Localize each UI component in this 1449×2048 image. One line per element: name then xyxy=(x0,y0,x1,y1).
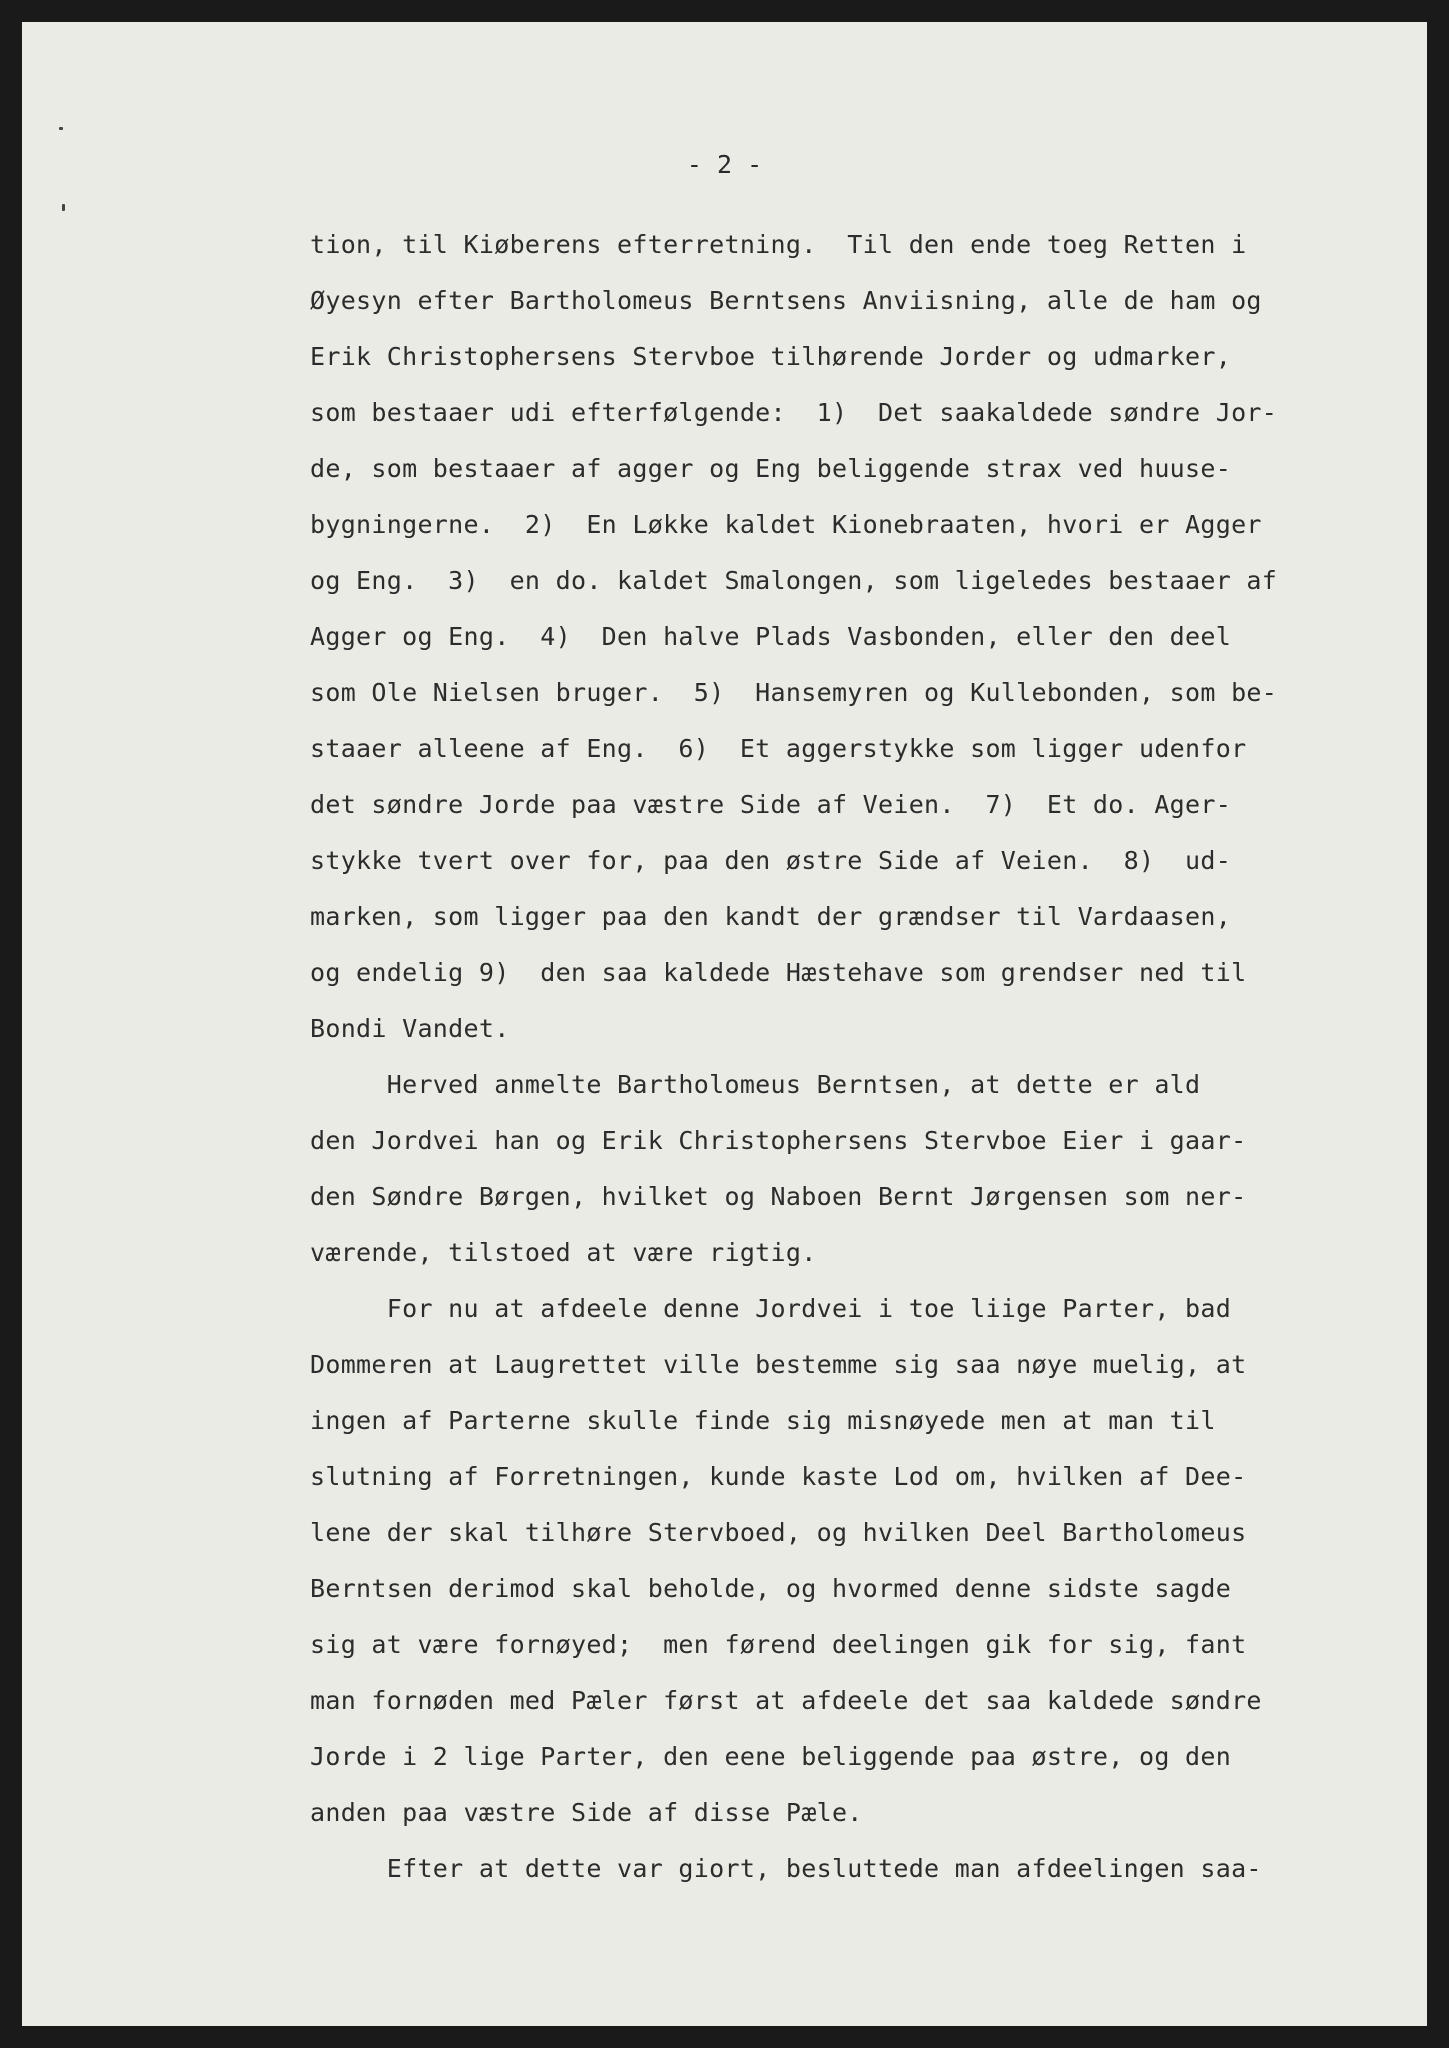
text-line: stykke tvert over for, paa den østre Side af Veien. 8) ud- xyxy=(310,846,1232,875)
text-line: Bondi Vandet. xyxy=(310,1014,510,1043)
text-line: det søndre Jorde paa væstre Side af Veien. 7) Et do. Ager- xyxy=(310,790,1232,819)
margin-dot xyxy=(59,127,63,130)
text-line: Dommeren at Laugrettet ville bestemme sig saa nøye muelig, at xyxy=(310,1350,1247,1379)
text-line: Øyesyn efter Bartholomeus Berntsens Anviisning, alle de ham og xyxy=(310,286,1262,315)
text-line: de, som bestaaer af agger og Eng beliggende strax ved huuse- xyxy=(310,454,1232,483)
text-line: Erik Christophersens Stervboe tilhørende Jorder og udmarker, xyxy=(310,342,1232,371)
text-line: man fornøden med Pæler først at afdeele det saa kaldede søndre xyxy=(310,1686,1262,1715)
margin-dot xyxy=(62,204,65,211)
text-line: og endelig 9) den saa kaldede Hæstehave som grendser ned til xyxy=(310,958,1247,987)
text-line: som Ole Nielsen bruger. 5) Hansemyren og Kullebonden, som be- xyxy=(310,678,1278,707)
text-line: staaer alleene af Eng. 6) Et aggerstykke som ligger udenfor xyxy=(310,734,1247,763)
text-line: marken, som ligger paa den kandt der grændser til Vardaasen, xyxy=(310,902,1232,931)
text-line: ingen af Parterne skulle finde sig misnøyede men at man til xyxy=(310,1406,1216,1435)
text-line: slutning af Forretningen, kunde kaste Lod om, hvilken af Dee- xyxy=(310,1462,1247,1491)
text-line: anden paa væstre Side af disse Pæle. xyxy=(310,1798,863,1827)
text-line: For nu at afdeele denne Jordvei i toe liige Parter, bad xyxy=(310,1294,1232,1323)
text-line: den Søndre Børgen, hvilket og Naboen Bernt Jørgensen som ner- xyxy=(310,1182,1247,1211)
text-line: den Jordvei han og Erik Christophersens Stervboe Eier i gaar- xyxy=(310,1126,1247,1155)
text-line: lene der skal tilhøre Stervboed, og hvilken Deel Bartholomeus xyxy=(310,1518,1247,1547)
text-line: bygningerne. 2) En Løkke kaldet Kionebraaten, hvori er Agger xyxy=(310,510,1262,539)
text-line: som bestaaer udi efterfølgende: 1) Det saakaldede søndre Jor- xyxy=(310,398,1278,427)
text-line: Efter at dette var giort, besluttede man afdeelingen saa- xyxy=(310,1854,1262,1883)
text-line: sig at være fornøyed; men førend deelingen gik for sig, fant xyxy=(310,1630,1247,1659)
text-line: Berntsen derimod skal beholde, og hvormed denne sidste sagde xyxy=(310,1574,1232,1603)
text-line: værende, tilstoed at være rigtig. xyxy=(310,1238,817,1267)
text-line: Jorde i 2 lige Parter, den eene beliggende paa østre, og den xyxy=(310,1742,1232,1771)
text-line: tion, til Kiøberens efterretning. Til den ende toeg Retten i xyxy=(310,230,1247,259)
document-page xyxy=(22,22,1427,2026)
page-number: - 2 - xyxy=(686,150,763,179)
text-line: og Eng. 3) en do. kaldet Smalongen, som ligeledes bestaaer af xyxy=(310,566,1278,595)
text-line: Herved anmelte Bartholomeus Berntsen, at dette er ald xyxy=(310,1070,1201,1099)
text-line: Agger og Eng. 4) Den halve Plads Vasbonden, eller den deel xyxy=(310,622,1232,651)
